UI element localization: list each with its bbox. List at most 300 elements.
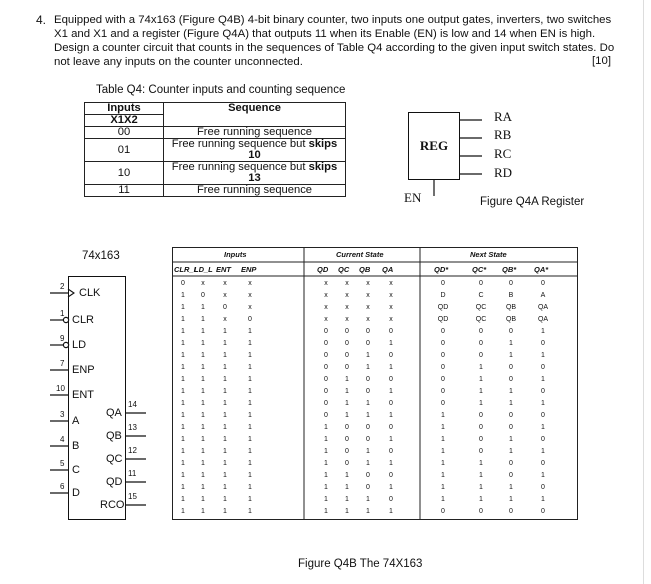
chip-pin-label-rco: RCO	[100, 499, 125, 511]
tt-cell: 1	[201, 460, 205, 467]
tt-cell: 1	[366, 448, 370, 455]
tt-cell: 1	[345, 508, 349, 515]
tt-cell: QB	[505, 304, 517, 311]
sequence-skip: skips 10	[248, 138, 338, 161]
tt-cell: 0	[389, 376, 393, 383]
tt-cell: 1	[389, 460, 393, 467]
tt-cell: 1	[181, 460, 185, 467]
sequence-text: Free running sequence	[196, 126, 313, 138]
tt-col-header: QA*	[534, 265, 549, 274]
tt-cell: 0	[479, 328, 483, 335]
tt-cell: 0	[509, 472, 513, 479]
tt-cell: 1	[389, 508, 393, 515]
question-text: Equipped with a 74x163 (Figure Q4B) 4-bit binary counter, two inputs one output gates, inverters, two switches X1 and X1 and a register (Figure Q4A) that outputs 11 when its Enable (EN) is low and 14 when EN is high. Design a counter circuit that counts in the sequences of Table Q4 according to the given input switch states. Do not leave any inputs on the counter unconnected.	[54, 14, 615, 68]
tt-cell: QA	[537, 304, 549, 311]
page-edge	[643, 0, 644, 584]
tt-cell: 1	[389, 364, 393, 371]
table-q4-inputs: 10	[85, 162, 164, 185]
table-q4-inputs: 01	[85, 139, 164, 162]
tt-col-header: QD	[317, 265, 329, 274]
tt-cell: 1	[201, 412, 205, 419]
tt-cell: 1	[389, 388, 393, 395]
tt-cell: 1	[479, 472, 483, 479]
tt-cell: 1	[223, 508, 227, 515]
tt-cell: 1	[324, 508, 328, 515]
tt-cell: 1	[181, 340, 185, 347]
tt-cell: 1	[345, 412, 349, 419]
tt-cell: 0	[345, 352, 349, 359]
tt-cell: 0	[479, 508, 483, 515]
tt-col-header: QB	[359, 265, 371, 274]
tt-cell: 1	[324, 496, 328, 503]
tt-cell: 0	[441, 400, 445, 407]
tt-cell: 0	[441, 352, 445, 359]
tt-cell: 1	[181, 448, 185, 455]
register-output-ra: RA	[494, 109, 513, 124]
tt-cell: 1	[345, 472, 349, 479]
tt-cell: 1	[223, 376, 227, 383]
tt-cell: QC	[475, 304, 487, 311]
tt-cell: 1	[541, 352, 545, 359]
tt-cell: 1	[181, 412, 185, 419]
tt-cell: B	[508, 292, 514, 299]
tt-cell: 1	[248, 484, 252, 491]
tt-cell: 1	[248, 328, 252, 335]
tt-col-header: QC*	[472, 265, 487, 274]
tt-cell: 1	[324, 436, 328, 443]
chip-pin-label-qc: QC	[106, 453, 123, 465]
tt-cell: 1	[509, 340, 513, 347]
tt-group-next: Next State	[470, 250, 507, 259]
tt-cell: 0	[541, 280, 545, 287]
tt-col-header: ENP	[241, 265, 257, 274]
tt-cell: x	[248, 304, 252, 311]
tt-cell: 1	[389, 436, 393, 443]
tt-cell: 0	[509, 460, 513, 467]
tt-cell: 0	[345, 328, 349, 335]
tt-cell: 0	[201, 292, 205, 299]
tt-cell: 0	[441, 340, 445, 347]
tt-col-header: LD_L	[194, 265, 213, 274]
tt-cell: 1	[181, 436, 185, 443]
register-label: REG	[419, 138, 449, 153]
tt-cell: 1	[248, 472, 252, 479]
tt-cell: 1	[181, 292, 185, 299]
tt-cell: 1	[541, 496, 545, 503]
chip-pin-label-ld: LD	[72, 339, 87, 351]
tt-cell: 1	[541, 424, 545, 431]
tt-cell: 0	[441, 364, 445, 371]
tt-cell: 1	[324, 460, 328, 467]
tt-cell: 1	[509, 400, 513, 407]
tt-cell: 0	[324, 412, 328, 419]
register-output-rc: RC	[494, 146, 512, 161]
tt-cell: 1	[201, 472, 205, 479]
tt-cell: 0	[345, 448, 349, 455]
register-output-rd: RD	[494, 165, 513, 180]
tt-cell: 0	[345, 436, 349, 443]
question-number: 4.	[36, 13, 47, 27]
register-caption: Figure Q4A Register	[480, 196, 585, 208]
tt-cell: 1	[345, 376, 349, 383]
tt-cell: 0	[441, 508, 445, 515]
sequence-text: Free running sequence but	[171, 161, 309, 173]
tt-cell: 1	[201, 364, 205, 371]
chip-pin-number-6: 6	[60, 482, 65, 491]
tt-cell: 1	[541, 328, 545, 335]
tt-cell: 1	[345, 484, 349, 491]
tt-cell: 0	[181, 280, 185, 287]
tt-cell: 1	[181, 352, 185, 359]
tt-cell: 1	[248, 364, 252, 371]
tt-cell: 1	[366, 460, 370, 467]
chip-pin-label-a: A	[72, 415, 80, 427]
tt-cell: QD	[437, 304, 449, 311]
tt-col-header: ENT	[216, 265, 231, 274]
tt-cell: 1	[201, 340, 205, 347]
tt-cell: x	[345, 292, 349, 299]
table-q4-inputs: 00	[85, 127, 164, 139]
tt-cell: x	[324, 316, 328, 323]
tt-cell: 0	[366, 472, 370, 479]
tt-group-current: Current State	[336, 250, 384, 259]
tt-cell: 1	[201, 496, 205, 503]
tt-cell: 1	[366, 496, 370, 503]
tt-cell: 1	[441, 436, 445, 443]
tt-cell: 1	[248, 412, 252, 419]
tt-cell: 1	[509, 388, 513, 395]
tt-cell: 1	[479, 376, 483, 383]
tt-cell: 0	[389, 328, 393, 335]
tt-cell: 1	[479, 484, 483, 491]
tt-cell: x	[389, 304, 393, 311]
tt-cell: 1	[509, 352, 513, 359]
tt-cell: 1	[223, 400, 227, 407]
tt-cell: 1	[201, 436, 205, 443]
tt-cell: 1	[441, 496, 445, 503]
tt-cell: A	[540, 292, 546, 299]
tt-cell: 1	[479, 496, 483, 503]
tt-cell: 0	[324, 352, 328, 359]
tt-cell: 0	[324, 340, 328, 347]
chip-pin-number-4: 4	[60, 435, 65, 444]
tt-cell: 0	[441, 376, 445, 383]
chip-pin-label-qd: QD	[106, 476, 123, 488]
chip-pin-number-13: 13	[128, 423, 137, 432]
tt-cell: 0	[541, 364, 545, 371]
tt-cell: 1	[509, 448, 513, 455]
tt-cell: 0	[389, 352, 393, 359]
tt-cell: 1	[324, 484, 328, 491]
tt-cell: 1	[441, 484, 445, 491]
tt-cell: 1	[223, 460, 227, 467]
tt-col-header: CLR_L	[174, 265, 199, 274]
tt-cell: QC	[475, 316, 487, 323]
tt-cell: 1	[441, 460, 445, 467]
tt-cell: 1	[324, 472, 328, 479]
tt-cell: 1	[181, 472, 185, 479]
tt-cell: x	[324, 304, 328, 311]
chip-pin-number-1: 1	[60, 309, 65, 318]
tt-cell: 1	[345, 388, 349, 395]
tt-cell: x	[248, 292, 252, 299]
tt-cell: 1	[366, 352, 370, 359]
tt-cell: 1	[223, 340, 227, 347]
tt-cell: 0	[345, 364, 349, 371]
tt-cell: 1	[248, 508, 252, 515]
tt-cell: 1	[201, 388, 205, 395]
chip-title: 74x163	[82, 250, 120, 262]
tt-cell: x	[366, 280, 370, 287]
chip-pin-label-d: D	[72, 487, 80, 499]
tt-cell: 1	[248, 352, 252, 359]
tt-cell: 1	[248, 376, 252, 383]
header-sequence: Sequence	[164, 103, 346, 127]
tt-cell: 1	[181, 364, 185, 371]
tt-cell: x	[324, 292, 328, 299]
tt-cell: 1	[541, 472, 545, 479]
tt-cell: 1	[181, 484, 185, 491]
tt-cell: 1	[324, 448, 328, 455]
tt-cell: 1	[181, 400, 185, 407]
tt-cell: 1	[389, 412, 393, 419]
tt-cell: 1	[248, 448, 252, 455]
tt-cell: 0	[366, 328, 370, 335]
tt-cell: 0	[509, 376, 513, 383]
chip-pin-number-7: 7	[60, 359, 65, 368]
tt-cell: 1	[248, 388, 252, 395]
tt-cell: QA	[537, 316, 549, 323]
tt-cell: 1	[366, 364, 370, 371]
chip-pin-label-qa: QA	[106, 407, 122, 419]
tt-cell: 1	[479, 388, 483, 395]
tt-cell: 1	[248, 400, 252, 407]
tt-cell: x	[345, 316, 349, 323]
tt-cell: 1	[223, 484, 227, 491]
chip-pin-number-9: 9	[60, 334, 65, 343]
tt-cell: 1	[366, 400, 370, 407]
tt-cell: 0	[541, 436, 545, 443]
tt-cell: 0	[541, 460, 545, 467]
tt-cell: x	[223, 280, 227, 287]
tt-cell: 1	[223, 424, 227, 431]
tt-cell: x	[389, 280, 393, 287]
tt-cell: 1	[223, 436, 227, 443]
tt-cell: 0	[479, 280, 483, 287]
tt-cell: x	[248, 280, 252, 287]
table-q4-caption: Table Q4: Counter inputs and counting sequence	[96, 84, 346, 96]
tt-cell: 1	[345, 400, 349, 407]
tt-cell: x	[223, 316, 227, 323]
tt-cell: 1	[201, 508, 205, 515]
tt-cell: 0	[441, 388, 445, 395]
chip-pin-number-5: 5	[60, 459, 65, 468]
tt-cell: 0	[345, 460, 349, 467]
tt-cell: 0	[324, 376, 328, 383]
truth-table-caption: Figure Q4B The 74X163	[298, 558, 423, 570]
tt-cell: 0	[248, 316, 252, 323]
tt-cell: 0	[366, 388, 370, 395]
chip-pin-label-c: C	[72, 464, 80, 476]
tt-cell: x	[366, 292, 370, 299]
tt-cell: 0	[324, 364, 328, 371]
tt-cell: 0	[389, 472, 393, 479]
tt-cell: 0	[389, 424, 393, 431]
tt-cell: 0	[366, 340, 370, 347]
tt-cell: 1	[181, 496, 185, 503]
tt-cell: x	[345, 304, 349, 311]
tt-cell: 0	[479, 436, 483, 443]
tt-cell: 0	[441, 328, 445, 335]
tt-cell: 1	[479, 400, 483, 407]
tt-cell: 0	[223, 304, 227, 311]
tt-cell: 0	[366, 484, 370, 491]
table-q4-inputs: 11	[85, 185, 164, 197]
tt-cell: 1	[201, 424, 205, 431]
tt-cell: 0	[324, 388, 328, 395]
tt-cell: 0	[509, 508, 513, 515]
tt-cell: 1	[479, 364, 483, 371]
sequence-text: Free running sequence	[196, 184, 313, 196]
tt-cell: x	[201, 280, 205, 287]
tt-cell: 1	[541, 400, 545, 407]
tt-cell: 1	[181, 508, 185, 515]
tt-cell: 0	[509, 364, 513, 371]
tt-cell: QB	[505, 316, 517, 323]
header-inputs-sub: X1X2	[85, 115, 164, 127]
tt-cell: 1	[248, 340, 252, 347]
tt-cell: 0	[541, 340, 545, 347]
tt-cell: 1	[389, 484, 393, 491]
tt-cell: 1	[181, 316, 185, 323]
tt-cell: 1	[223, 388, 227, 395]
tt-col-header: QB*	[502, 265, 517, 274]
tt-cell: 1	[181, 328, 185, 335]
tt-cell: 1	[248, 424, 252, 431]
tt-cell: x	[389, 316, 393, 323]
chip-pin-number-3: 3	[60, 410, 65, 419]
tt-cell: 1	[201, 400, 205, 407]
tt-cell: 1	[541, 376, 545, 383]
sequence-text: Free running sequence but	[171, 138, 309, 150]
tt-col-header: QA	[382, 265, 394, 274]
tt-cell: 0	[541, 388, 545, 395]
tt-cell: 1	[509, 496, 513, 503]
tt-cell: 1	[223, 496, 227, 503]
tt-cell: 0	[509, 328, 513, 335]
tt-cell: 1	[201, 376, 205, 383]
register-output-rb: RB	[494, 127, 512, 142]
tt-cell: 1	[223, 328, 227, 335]
chip-pin-label-qb: QB	[106, 430, 122, 442]
tt-cell: 0	[541, 484, 545, 491]
tt-col-header: QD*	[434, 265, 449, 274]
tt-cell: 1	[223, 412, 227, 419]
tt-cell: x	[389, 292, 393, 299]
tt-cell: 1	[201, 484, 205, 491]
tt-cell: x	[324, 280, 328, 287]
tt-cell: 1	[223, 352, 227, 359]
tt-cell: 0	[324, 400, 328, 407]
tt-cell: D	[440, 292, 446, 299]
tt-cell: x	[223, 292, 227, 299]
tt-cell: 1	[509, 436, 513, 443]
chip-pin-number-14: 14	[128, 400, 137, 409]
tt-cell: 1	[201, 304, 205, 311]
tt-cell: x	[345, 280, 349, 287]
tt-cell: 0	[479, 448, 483, 455]
tt-cell: 0	[509, 424, 513, 431]
tt-cell: 1	[441, 472, 445, 479]
tt-cell: 1	[441, 424, 445, 431]
tt-cell: 1	[441, 448, 445, 455]
tt-group-inputs: Inputs	[224, 250, 247, 259]
tt-cell: 0	[479, 352, 483, 359]
chip-pin-label-enp: ENP	[72, 364, 95, 376]
tt-cell: QD	[437, 316, 449, 323]
tt-cell: 1	[389, 340, 393, 347]
tt-cell: 1	[223, 472, 227, 479]
tt-cell: x	[366, 304, 370, 311]
tt-cell: 1	[366, 412, 370, 419]
sequence-skip: skips 13	[248, 161, 338, 184]
tt-cell: 1	[509, 484, 513, 491]
tt-cell: 1	[248, 436, 252, 443]
tt-cell: x	[366, 316, 370, 323]
tt-cell: 1	[541, 448, 545, 455]
tt-cell: 0	[389, 448, 393, 455]
tt-cell: 1	[201, 316, 205, 323]
tt-cell: 0	[345, 424, 349, 431]
tt-cell: 1	[201, 328, 205, 335]
tt-cell: 0	[441, 280, 445, 287]
chip-pin-number-2: 2	[60, 282, 65, 291]
tt-cell: 1	[248, 460, 252, 467]
chip-pin-label-clr: CLR	[72, 314, 95, 326]
question-marks: [10]	[592, 55, 611, 67]
chip-pin-number-11: 11	[128, 469, 137, 478]
tt-cell: 1	[181, 304, 185, 311]
header-inputs: Inputs	[85, 103, 164, 115]
tt-cell: 0	[366, 436, 370, 443]
tt-col-header: QC	[338, 265, 350, 274]
tt-cell: 1	[479, 460, 483, 467]
tt-cell: 0	[389, 496, 393, 503]
tt-cell: 1	[345, 496, 349, 503]
tt-cell: 0	[345, 340, 349, 347]
tt-cell: 0	[541, 508, 545, 515]
chip-pin-number-10: 10	[56, 384, 65, 393]
chip-pin-label-b: B	[72, 440, 80, 452]
chip-pin-number-15: 15	[128, 492, 137, 501]
tt-cell: 1	[324, 424, 328, 431]
tt-cell: 1	[201, 448, 205, 455]
tt-cell: C	[478, 292, 484, 299]
tt-cell: 1	[441, 412, 445, 419]
tt-cell: 0	[509, 412, 513, 419]
tt-cell: 0	[389, 400, 393, 407]
tt-cell: 0	[509, 280, 513, 287]
tt-cell: 1	[248, 496, 252, 503]
tt-cell: 1	[181, 424, 185, 431]
tt-cell: 0	[366, 376, 370, 383]
register-enable-label: EN	[404, 190, 422, 205]
tt-cell: 0	[479, 340, 483, 347]
tt-cell: 0	[324, 328, 328, 335]
tt-cell: 1	[181, 388, 185, 395]
tt-cell: 1	[223, 364, 227, 371]
tt-cell: 1	[366, 508, 370, 515]
